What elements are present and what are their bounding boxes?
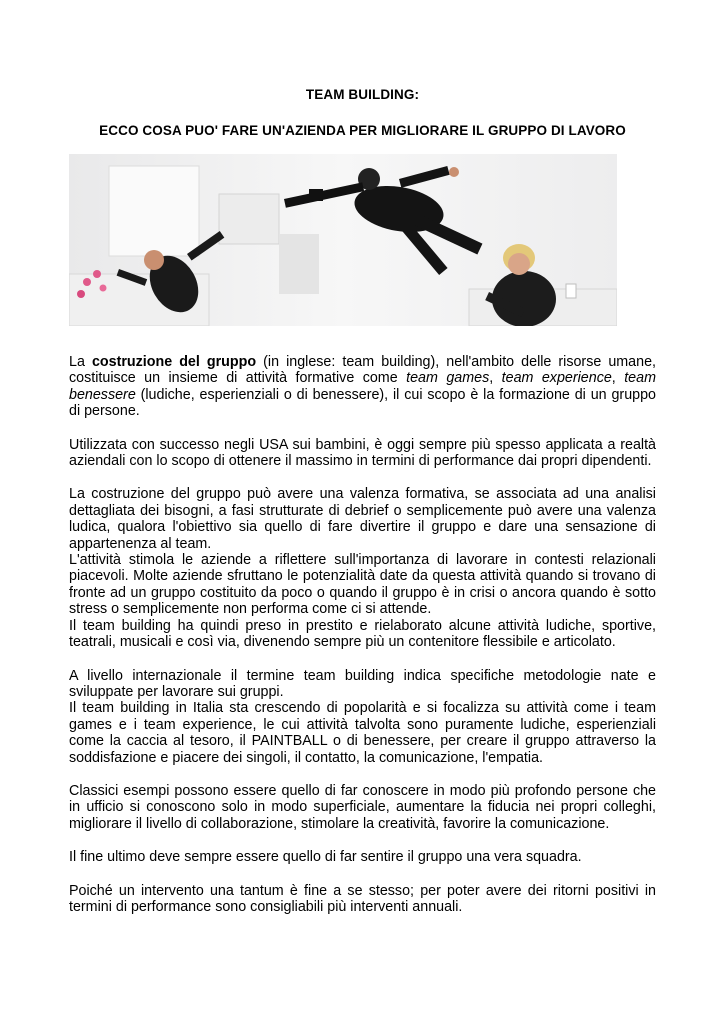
document-body (69, 354, 656, 932)
separator: , (489, 370, 502, 387)
flower (93, 270, 101, 278)
bold-term: costruzione del gruppo (91, 354, 257, 370)
document-title: TEAM BUILDING: (305, 87, 420, 102)
paragraph-intro (69, 354, 656, 420)
flower (77, 290, 85, 298)
paragraph-esempi: Classici esempi possono essere quello di far conoscere in modo più profondo persone che in ufficio si conoscono solo in modo superficiale, aumentare la fiducia nei propri colleghi, migliorare il livello di collaborazione, stimolare la creatività, favorire la comunicazione. (69, 782, 656, 832)
paragraph-text: (in inglese: team building), nell'ambito delle risorse umane, costituisce un insieme di attività formative come (69, 354, 657, 387)
flower (83, 278, 91, 286)
paragraph-valenza: La costruzione del gruppo può avere una valenza formativa, se associata ad una analisi dettagliata dei bisogni, a fasi strutturate di debrief o semplicemente può avere una valenza ludica, qualora l'obiettivo sia quello di fare divertire il gruppo e dare una sensazione di appartenenza al team. (69, 486, 656, 552)
paragraph-text: La (69, 354, 92, 370)
paragraph-text: (ludiche, esperienziali o di benessere), il cui scopo è la formazione di un gruppo di persone. (69, 386, 656, 420)
paragraph-fine: Il fine ultimo deve sempre essere quello di far sentire il gruppo una vera squadra. (69, 849, 582, 866)
paragraph-attivita: L'attività stimola le aziende a riflettere sull'importanza di lavorare in contesti relazionali piacevoli. Molte aziende sfruttano le potenzialità date da questa attività quando si trovano di fronte ad un gruppo costituito da poco o quando il gruppo è in crisi o ancora quando è sotto stress o semplicemente non performa come ci si attende. (69, 552, 656, 618)
paragraph-interventi: Poiché un intervento una tantum è fine a se stesso; per poter avere dei ritorni positivi in termini di performance sono consigliabili più interventi annuali. (69, 882, 656, 915)
separator: , (611, 370, 625, 387)
woman-head (508, 253, 530, 275)
falling-man-head (144, 250, 164, 270)
office-shelf (219, 194, 279, 244)
italic-term: team benessere (69, 370, 656, 403)
document-subtitle: ECCO COSA PUO' FARE UN'AZIENDA PER MIGLIORARE IL GRUPPO DI LAVORO (99, 123, 626, 138)
coffee-cup (566, 284, 576, 298)
paragraph-usa: Utilizzata con successo negli USA sui bambini, è oggi sempre più spesso applicata a realtà aziendali con lo scopo di ottenere il massimo in termini di performance dai propri dipendenti. (69, 436, 656, 470)
flying-man-hand (449, 167, 459, 177)
paragraph-prestito: Il team building ha quindi preso in prestito e rielaborato alcune attività ludiche, sportive, teatrali, musicali e così via, divenendo sempre più un contenitore flessibile e articolato. (69, 617, 656, 651)
paintball-gun-hopper (309, 189, 323, 201)
paragraph-italia: Il team building in Italia sta crescendo di popolarità e si focalizza su attività come i team games e i team experience, le cui attività talvolta sono puramente ludiche, esperienziali come la caccia al tesoro, il PAINTBALL o di benessere, per creare il gruppo attraverso la soddisfazione e piacere dei singoli, il contatto, la comunicazione, l'empatia. (69, 700, 656, 766)
italic-term: team experience (501, 370, 612, 387)
office-paintball-photo (69, 154, 617, 326)
italic-term: team games (406, 370, 490, 387)
office-cabinet (279, 234, 319, 294)
flower (100, 285, 107, 292)
paragraph-internazionale: A livello internazionale il termine team building indica specifiche metodologie nate e sviluppate per lavorare sui gruppi. (69, 667, 656, 700)
office-window (109, 166, 199, 256)
